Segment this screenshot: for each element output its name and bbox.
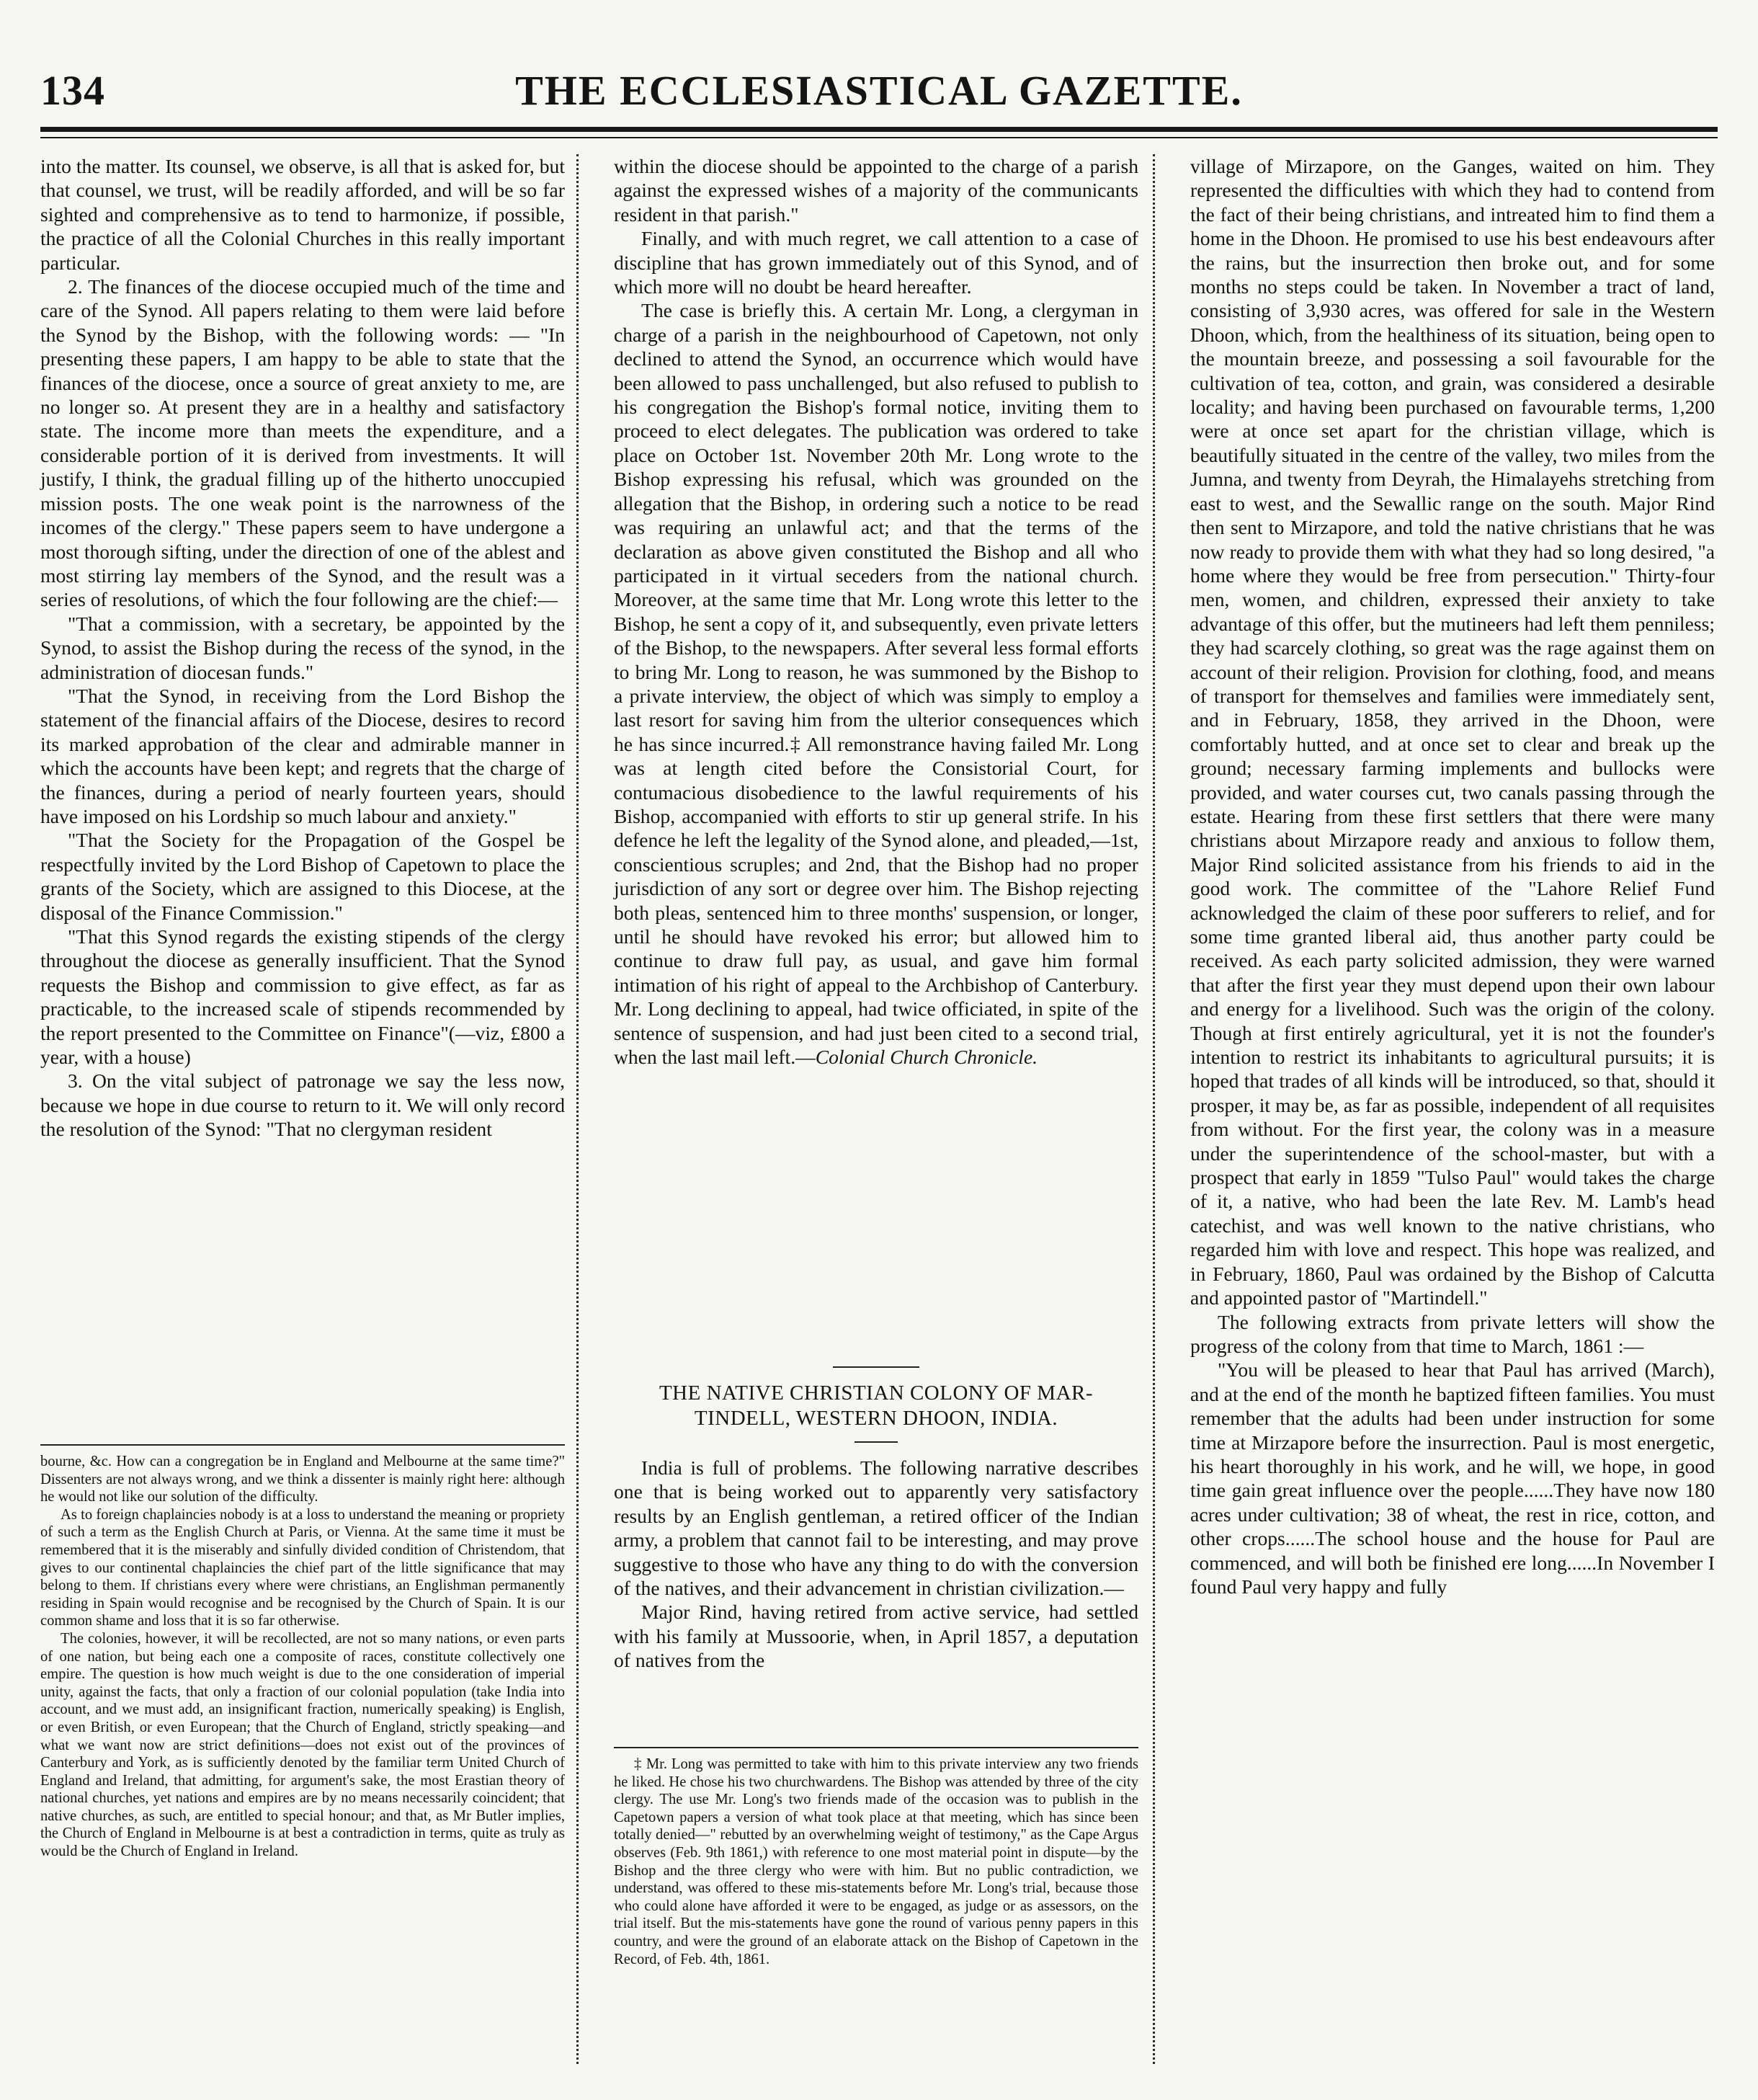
column-divider-2 <box>1153 154 1157 2064</box>
paragraph: "That a commission, with a secretary, be appointed by the Synod, to assist the Bishop during the recess of the synod, in the administration of diocesan funds." <box>40 612 565 683</box>
source-citation: Colonial Church Chronicle. <box>815 1046 1038 1069</box>
paragraph-text: The case is briefly this. A certain Mr. Long, a clergyman in charge of a parish in the neighbourhood of Capetown, not only declined to attend the Synod, an occurrence which would have been allowed to pass unchallenged, but also refused to publish to his congregation the Bishop's formal notice, inviting them to proceed to elect delegates. The publication was ordered to take place on October 1st. November 20th Mr. Long wrote to the Bishop expressing his refusal, which was grounded on the allegation that the Bishop, in ordering such a notice to be read was requiring an unlawful act; and that the terms of the declaration as above given constituted the Bishop and all who participated in it virtual seceders from the national church. Moreover, at the same time that Mr. Long wrote this letter to the Bishop, he sent a copy of it, and subsequently, even private letters of the Bishop, to the newspapers. After several less formal efforts to bring Mr. Long to reason, he was summoned by the Bishop to a private interview, the object of which was simply to employ a last resort for saving him from the ulterior consequences which he has since incurred.‡ All remonstrance having failed Mr. Long was at length cited before the Consistorial Court, for contumacious disobedience to the lawful requirements of his Bishop, accompanied with efforts to stir up general strife. In his defence he left the legality of the Synod alone, and pleaded,—1st, conscientious scruples; and 2nd, that the Bishop had no proper jurisdiction of any sort or degree over him. The Bishop rejecting both pleas, sentenced him to three months' suspension, or longer, until he should have revoked his error; but allowed him to continue to draw full pay, as usual, and gave him formal intimation of his right of appeal to the Archbishop of Canterbury. Mr. Long declining to appeal, had twice officiated, in spite of the sentence of suspension, and had just been cited to a second trial, when the last mail left.— <box>614 299 1138 1069</box>
paragraph <box>614 298 1138 1069</box>
footnote-paragraph: ‡ Mr. Long was permitted to take with him to this private interview any two friends he liked. He chose his two churchwardens. The Bishop was attended by three of the city clergy. The use Mr. Long's two friends made of the occasion was to publish in the Capetown papers a version of what took place at that meeting, which has since been totally denied—" rebutted by an overwhelming weight of testimony," as the Cape Argus observes (Feb. 9th 1861,) with reference to one most material point in dispute—by the Bishop and the three clergy who were with him. But no public contradiction, we understand, was offered to these mis-statements before Mr. Long's trial, because those who could alone have afforded it were to be engaged, as judge or as assessors, on the trial itself. But the mis-statements have gone the round of various penny papers in this country, and were the ground of an elaborate attack on the Bishop of Capetown in the Record, of Feb. 4th, 1861. <box>614 1756 1138 1967</box>
paragraph: 3. On the vital subject of patronage we say the less now, because we hope in due course to return to it. We will only record the resolution of the Synod: "That no clergyman resident <box>40 1069 565 1141</box>
footnote-paragraph: bourne, &c. How can a congregation be in England and Melbourne at the same time?" Dissenters are not always wrong, and we think a dissenter is mainly right here: although he would not like our solution of the difficulty. <box>40 1454 565 1505</box>
paragraph: The following extracts from private letters will show the progress of the colony from that time to March, 1861 :— <box>1190 1310 1715 1357</box>
footnote-paragraph: As to foreign chaplaincies nobody is at a loss to understand the meaning or propriety of such a term as the English Church at Paris, or Vienna. At the same time it must be remembered that it is the miserably and sinfully divided condition of Christendom, that gives to our continental chaplaincies the chief part of the little significance that may belong to them. If christians every where were christians, an Englishman permanently residing in Spain would recognise and be recognised by the Church of Spain. It is our common shame and loss that it is so far otherwise. <box>40 1506 565 1629</box>
paragraph: "That this Synod regards the existing stipends of the clergy throughout the diocese as generally insufficient. That the Synod requests the Bishop and commission to give effect, as far as practicable, to the increased scale of stipends recommended by the report presented to the Committee on Finance"(—viz, £800 a year, with a house) <box>40 925 565 1069</box>
column-divider-1 <box>576 154 581 2064</box>
article-heading <box>614 1381 1138 1431</box>
footnote-paragraph: The colonies, however, it will be recollected, are not so many nations, or even parts of one nation, but being each one a composite of races, constitute collectively one empire. The question is how much weight is due to the one consideration of imperial unity, against the facts, that only a fraction of our colonial population (take India into account, and we must add, an insignificant fraction, numerically speaking) is English, or even British, or even European; that the Church of England, strictly speaking—and what we want now are strict definitions—does not exist out of the provinces of Canterbury and York, as is sufficiently denoted by the familiar term United Church of England and Ireland, that admitting, for argument's sake, the most Erastian theory of national churches, yet nations and empires are by no means necessarily coincident; that native churches, as such, are entitled to special honour; and that, as Mr Butler implies, the Church of England in Melbourne is at best a contradiction in terms, quite as truly as would be the Church of England in Ireland. <box>40 1630 565 1860</box>
column-2 <box>614 154 1138 1069</box>
paragraph: Finally, and with much regret, we call attention to a case of discipline that has grown immediately out of this Synod, and of which more will no doubt be heard hereafter. <box>614 227 1138 298</box>
footnote-rule-col2 <box>614 1747 1138 1748</box>
paragraph: "That the Society for the Propagation of the Gospel be respectfully invited by the Lord Bishop of Capetown to place the grants of the Society, which are assigned to this Diocese, at the disposal of the Finance Commission." <box>40 829 565 924</box>
footnote-col2 <box>614 1756 1138 1968</box>
heading-line-2: TINDELL, WESTERN DHOON, INDIA. <box>694 1407 1058 1430</box>
footnote-col1 <box>40 1453 565 1861</box>
paragraph: into the matter. Its counsel, we observe, is all that is asked for, but that counsel, we trust, will be readily afforded, and will be so far sighted and comprehensive as to tend to harmonize, if possible, the practice of all the Colonial Churches in this really important particular. <box>40 155 565 274</box>
paragraph: "That the Synod, in receiving from the Lord Bishop the statement of the financial affairs of the Diocese, desires to record its marked approbation of the clear and admirable manner in which the accounts have been kept; and regrets that the charge of the finances, during a period of nearly fourteen years, should have imposed on his Lordship so much labour and anxiety." <box>40 684 565 827</box>
masthead-rule-thin <box>40 137 1718 138</box>
paragraph: "You will be pleased to hear that Paul has arrived (March), and at the end of the month he baptized fifteen families. You must remember that the adults had been under instruction for some time at Mirzapore before the insurrection. Paul is most energetic, his heart thoroughly in his work, and he will, we hope, in good time gain great influence over the people......They have now 180 acres under cultivation; 38 of wheat, the rest in rice, cotton, and other crops......The school house and the house for Paul are commenced, and will both be finished ere long......In November I found Paul very happy and fully <box>1190 1358 1715 1598</box>
section-divider <box>833 1366 919 1368</box>
paragraph: 2. The finances of the diocese occupied much of the time and care of the Synod. All papers relating to them were laid before the Synod by the Bishop, with the following words: — "In presenting these papers, I am happy to be able to state that the finances of the diocese, once a source of great anxiety to me, are no longer so. At present they are in a healthy and satisfactory state. The income more than meets the expenditure, and a considerable portion of it is derived from investments. It will justify, I think, the gradual filling up of the hitherto unoccupied mission posts. The one weak point is the narrowness of the incomes of the clergy." These papers seem to have undergone a most thorough sifting, under the direction of one of the ablest and most stirring lay members of the Synod, and the result was a series of resolutions, of which the four following are the chief:— <box>40 275 565 611</box>
column-1 <box>40 154 565 1142</box>
paragraph: village of Mirzapore, on the Ganges, waited on him. They represented the difficulties with which they had to contend from the fact of their being christians, and intreated him to find them a home in the Dhoon. He promised to use his best endeavours after the rains, but the insurrection then broke out, and for some months no steps could be taken. In November a tract of land, consisting of 3,930 acres, was offered for sale in the Western Dhoon, which, from the healthiness of its situation, being open to the mountain breeze, and possessing a soil favourable for the cultivation of tea, cotton, and grain, was considered a desirable locality; and having been purchased on favourable terms, 1,200 were at once set apart for the christian village, which is beautifully situated in the centre of the valley, two miles from the Jumna, and twenty from Deyrah, the Himalayehs stretching from east to west, and the Sewallic range on the south. Major Rind then sent to Mirzapore, and told the native christians that he was now ready to provide them with what they had so long desired, "a home where they would be free from persecution." Thirty-four men, women, and children, expressed their anxiety to take advantage of this offer, but the mutineers had left them penniless; they had scarcely clothing, so great was the rage against them on account of their religion. Provision for clothing, food, and means of transport for themselves and families were immediately sent, and in February, 1858, they arrived in the Dhoon, were comfortably hutted, and at once set to clear and break up the ground; necessary farming implements and bullocks were provided, and water courses cut, two canals passing through the estate. Hearing from these first settlers that there were many christians about Mirzapore ready and anxious to follow them, Major Rind solicited assistance from his friends to aid in the good work. The committee of the "Lahore Relief Fund acknowledged the claim of these poor sufferers to relief, and for some time granted liberal aid, thus another party could be received. As each party solicited admission, they were warned that after the first year they must depend upon their own labour and energy for a livelihood. Such was the origin of the colony. Though at first entirely agricultural, yet it is not the founder's intention to restrict its inhabitants to agricultural pursuits; it is hoped that trades of all kinds will be introduced, so that, should it prosper, it may be, as far as possible, independent of all requisites from without. For the first year, the colony was in a measure under the superintendence of the school-master, but with a prospect that early in 1859 "Tulso Paul" would takes the charge of it, a native, who had been the late Rev. M. Lamb's head catechist, and was well known to the native christians, who regarded him with love and respect. This hope was realized, and in February, 1860, Paul was ordained by the Bishop of Calcutta and appointed pastor of "Martindell." <box>1190 155 1715 1309</box>
paragraph: within the diocese should be appointed to the charge of a parish against the expressed wishes of a majority of the communicants resident in that parish." <box>614 155 1138 226</box>
heading-divider <box>855 1441 898 1443</box>
page-number: 134 <box>40 67 105 114</box>
column-2-article <box>614 1456 1138 1673</box>
footnote-rule-col1 <box>40 1444 565 1446</box>
paragraph: India is full of problems. The following narrative describes one that is being worked out to apparently very satisfactory results by an English gentleman, a retired officer of the Indian army, a problem that cannot fail to be interesting, and may prove suggestive to those who have any thing to do with the conversion of the natives, and their advancement in christian civilization.— <box>614 1456 1138 1600</box>
heading-line-1: THE NATIVE CHRISTIAN COLONY OF MAR- <box>659 1382 1094 1405</box>
masthead-rule-thick <box>40 127 1718 132</box>
column-3 <box>1190 154 1715 1598</box>
masthead <box>40 66 1718 117</box>
publication-title: THE ECCLESIASTICAL GAZETTE. <box>515 67 1243 114</box>
paragraph: Major Rind, having retired from active service, had settled with his family at Mussoorie, when, in April 1857, a deputation of natives from the <box>614 1601 1138 1672</box>
